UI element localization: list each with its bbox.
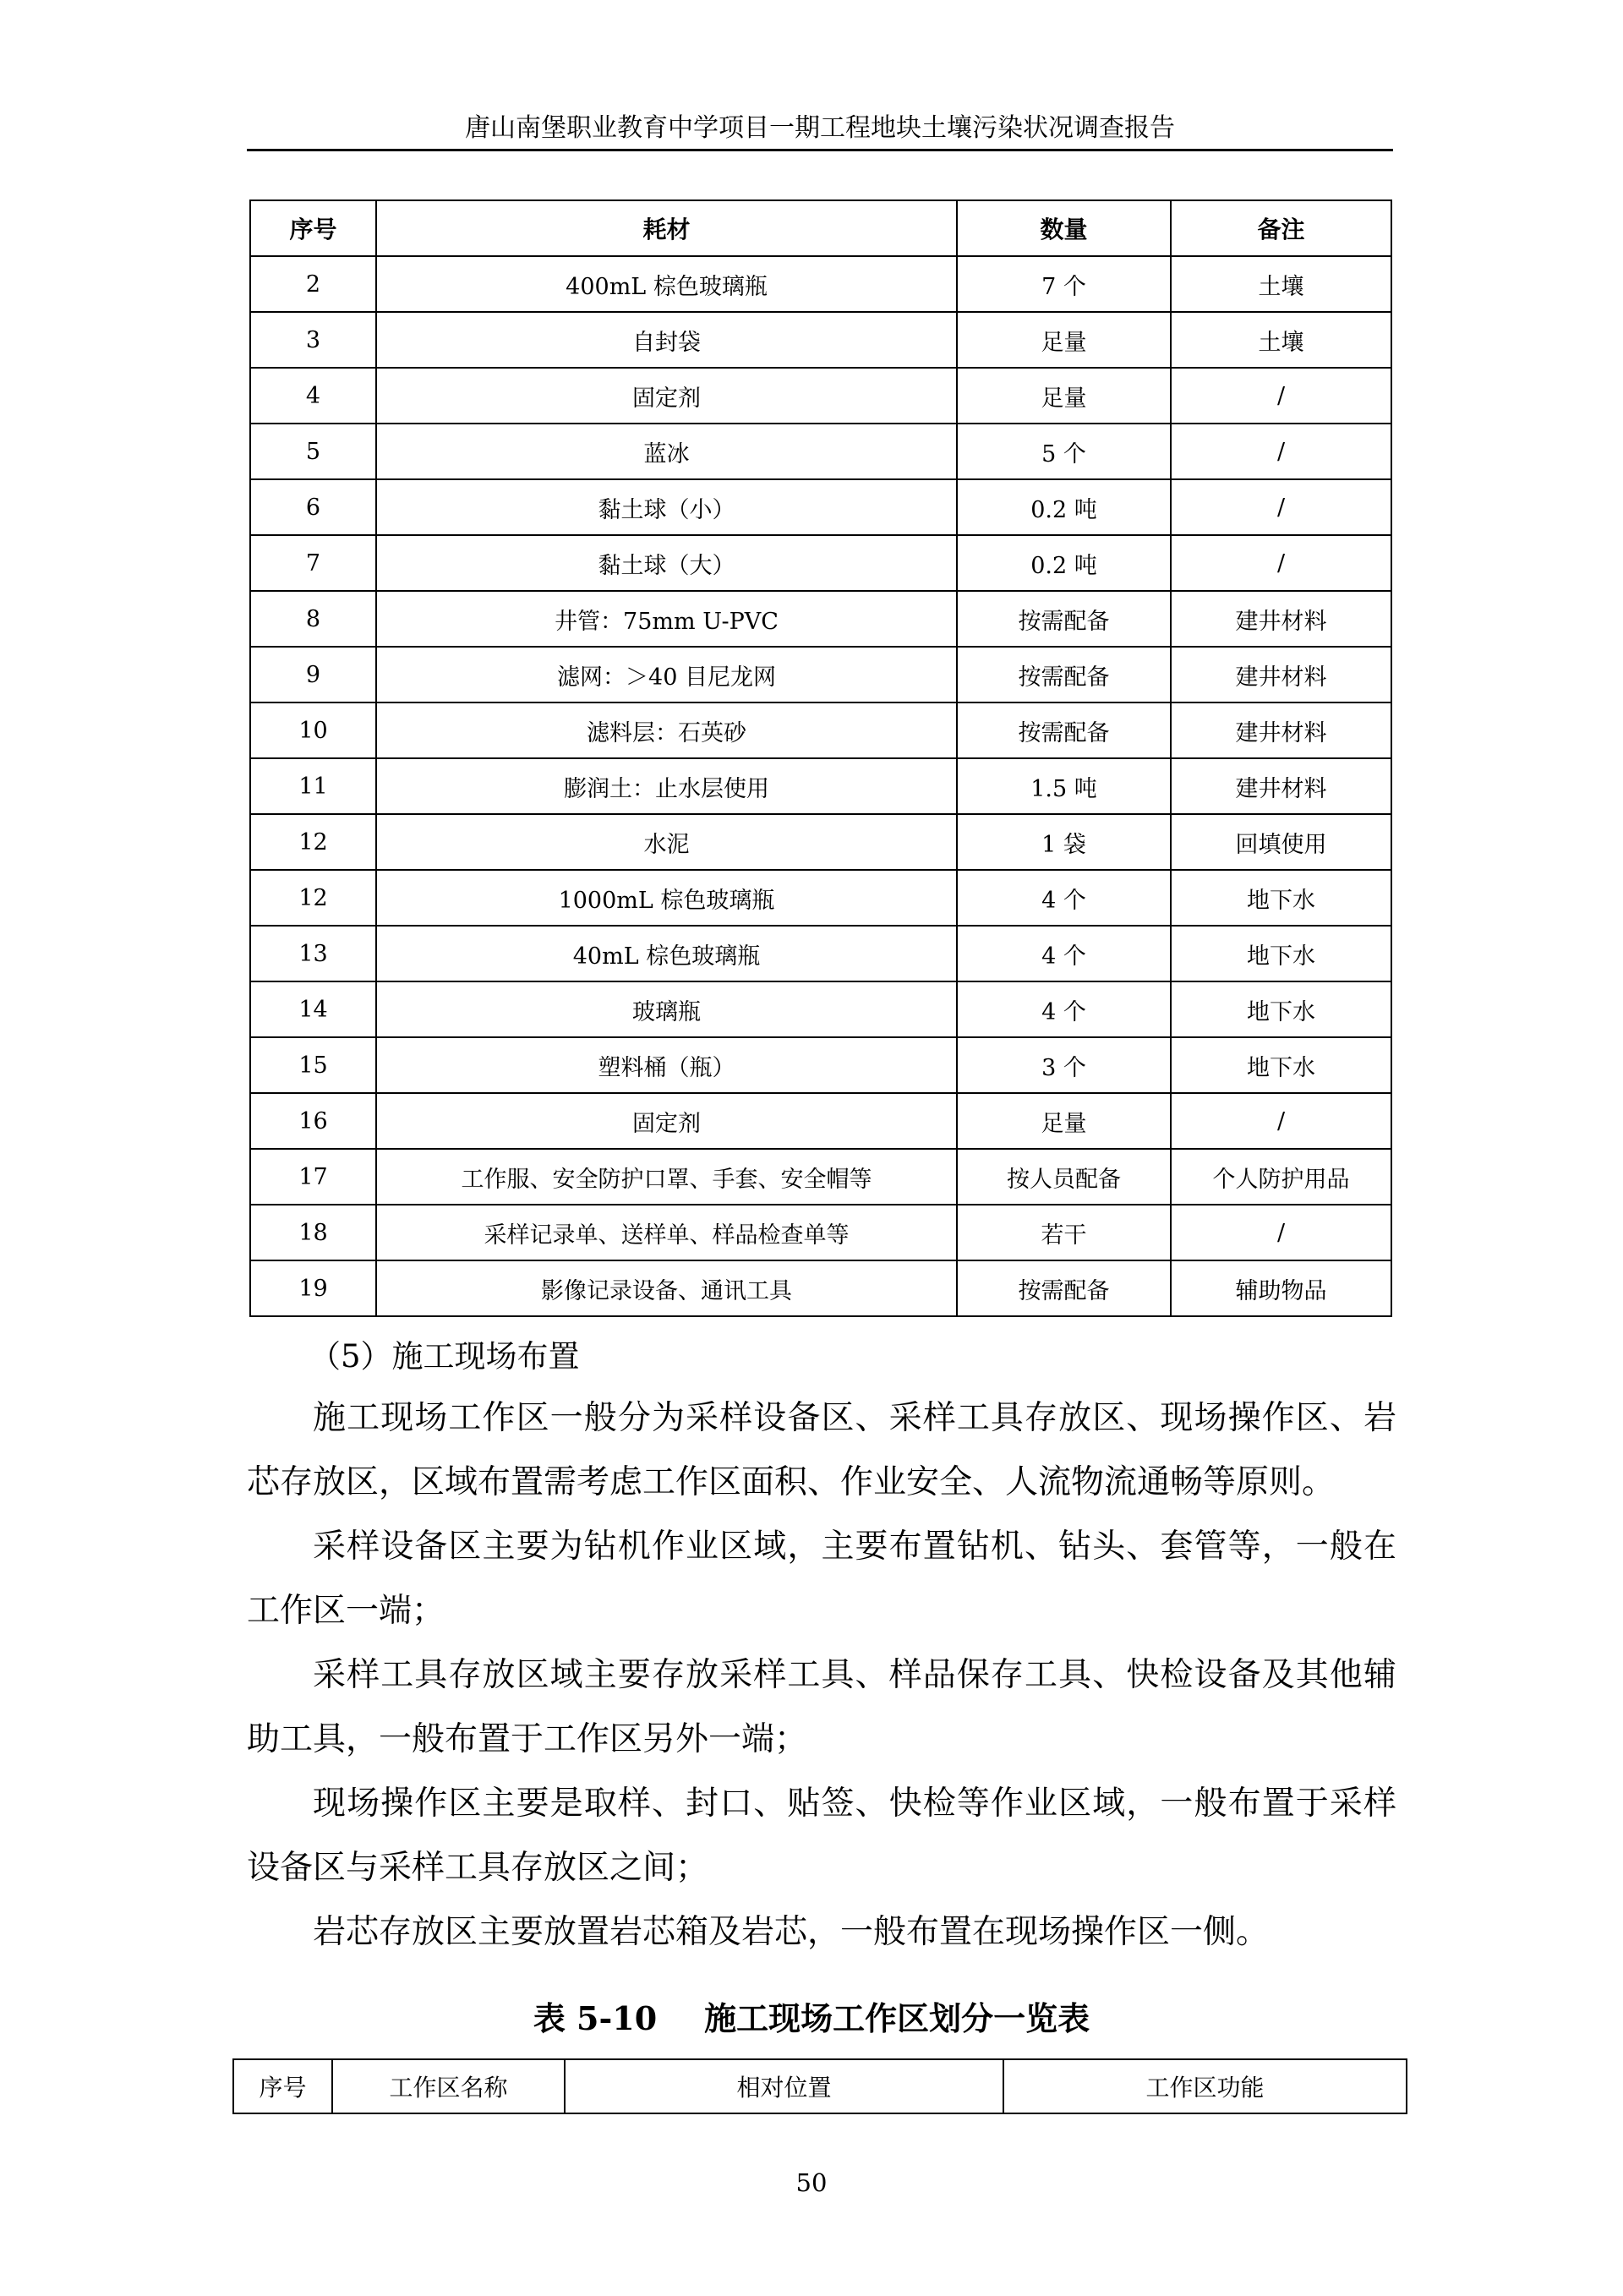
remark-cell: / (1171, 535, 1391, 591)
supply-name-cell: 水泥 (376, 814, 957, 870)
remark-cell: 地下水 (1171, 981, 1391, 1037)
quantity-cell: 足量 (957, 312, 1171, 368)
table-row (250, 424, 1391, 479)
supply-name-cell: 玻璃瓶 (376, 981, 957, 1037)
table-row (250, 758, 1391, 814)
row-index-cell: 19 (250, 1260, 376, 1316)
remark-cell: / (1171, 368, 1391, 424)
column-header-zone-name: 工作区名称 (332, 2059, 565, 2113)
supply-name-cell: 固定剂 (376, 1093, 957, 1149)
supply-name-cell: 400mL 棕色玻璃瓶 (376, 256, 957, 312)
row-index-cell: 3 (250, 312, 376, 368)
column-header-relative-position: 相对位置 (565, 2059, 1003, 2113)
column-header-remark: 备注 (1171, 200, 1391, 256)
column-header-index: 序号 (233, 2059, 332, 2113)
remark-cell: 建井材料 (1171, 702, 1391, 758)
table-row (250, 256, 1391, 312)
remark-cell: / (1171, 424, 1391, 479)
row-index-cell: 2 (250, 256, 376, 312)
row-index-cell: 17 (250, 1149, 376, 1205)
supply-name-cell: 井管：75mm U-PVC (376, 591, 957, 647)
quantity-cell: 1 袋 (957, 814, 1171, 870)
table-row (250, 479, 1391, 535)
supply-name-cell: 影像记录设备、通讯工具 (376, 1260, 957, 1316)
table-row (250, 1260, 1391, 1316)
page-number: 50 (795, 2168, 828, 2197)
table-caption-number: 表 5-10 (533, 1999, 658, 2037)
quantity-cell: 按需配备 (957, 647, 1171, 702)
quantity-cell: 5 个 (957, 424, 1171, 479)
paragraph: 采样设备区主要为钻机作业区域，主要布置钻机、钻头、套管等，一般在工作区一端； (247, 1528, 1396, 1630)
quantity-cell: 7 个 (957, 256, 1171, 312)
supply-name-cell: 1000mL 棕色玻璃瓶 (376, 870, 957, 926)
quantity-cell: 按人员配备 (957, 1149, 1171, 1205)
row-index-cell: 10 (250, 702, 376, 758)
quantity-cell: 3 个 (957, 1037, 1171, 1093)
supply-name-cell: 滤网：＞40 目尼龙网 (376, 647, 957, 702)
row-index-cell: 16 (250, 1093, 376, 1149)
remark-cell: 地下水 (1171, 926, 1391, 981)
quantity-cell: 1.5 吨 (957, 758, 1171, 814)
row-index-cell: 15 (250, 1037, 376, 1093)
table-caption-title: 施工现场工作区划分一览表 (704, 1999, 1090, 2037)
quantity-cell: 足量 (957, 1093, 1171, 1149)
supply-name-cell: 固定剂 (376, 368, 957, 424)
remark-cell: 地下水 (1171, 1037, 1391, 1093)
supply-name-cell: 采样记录单、送样单、样品检查单等 (376, 1205, 957, 1260)
quantity-cell: 4 个 (957, 926, 1171, 981)
quantity-cell: 4 个 (957, 870, 1171, 926)
quantity-cell: 按需配备 (957, 591, 1171, 647)
quantity-cell: 0.2 吨 (957, 479, 1171, 535)
row-index-cell: 18 (250, 1205, 376, 1260)
table-row (250, 870, 1391, 926)
remark-cell: / (1171, 1205, 1391, 1260)
column-header-quantity: 数量 (957, 200, 1171, 256)
row-index-cell: 8 (250, 591, 376, 647)
row-index-cell: 12 (250, 814, 376, 870)
quantity-cell: 0.2 吨 (957, 535, 1171, 591)
remark-cell: 建井材料 (1171, 647, 1391, 702)
remark-cell: 土壤 (1171, 256, 1391, 312)
column-header-supply: 耗材 (376, 200, 957, 256)
table-caption (0, 1993, 1623, 2044)
supplies-table (249, 200, 1392, 1317)
table-row (250, 702, 1391, 758)
supply-name-cell: 40mL 棕色玻璃瓶 (376, 926, 957, 981)
supply-name-cell: 黏土球（小） (376, 479, 957, 535)
remark-cell: / (1171, 1093, 1391, 1149)
column-header-index: 序号 (250, 200, 376, 256)
remark-cell: 建井材料 (1171, 591, 1391, 647)
table-row (250, 368, 1391, 424)
remark-cell: 回填使用 (1171, 814, 1391, 870)
paragraph: 施工现场工作区一般分为采样设备区、采样工具存放区、现场操作区、岩芯存放区，区域布置需考虑工作区面积、作业安全、人流物流通畅等原则。 (247, 1399, 1396, 1501)
remark-cell: 辅助物品 (1171, 1260, 1391, 1316)
column-header-zone-function: 工作区功能 (1003, 2059, 1407, 2113)
supply-name-cell: 工作服、安全防护口罩、手套、安全帽等 (376, 1149, 957, 1205)
paragraph: 采样工具存放区域主要存放采样工具、样品保存工具、快检设备及其他辅助工具，一般布置于工作区另外一端； (247, 1656, 1396, 1758)
row-index-cell: 6 (250, 479, 376, 535)
table-header-row (250, 200, 1391, 256)
remark-cell: 土壤 (1171, 312, 1391, 368)
row-index-cell: 12 (250, 870, 376, 926)
table-row (250, 1149, 1391, 1205)
table-row (250, 535, 1391, 591)
row-index-cell: 14 (250, 981, 376, 1037)
work-zones-table (232, 2058, 1407, 2114)
supply-name-cell: 蓝冰 (376, 424, 957, 479)
remark-cell: 地下水 (1171, 870, 1391, 926)
paragraph: 现场操作区主要是取样、封口、贴签、快检等作业区域，一般布置于采样设备区与采样工具存放区之间； (247, 1785, 1396, 1887)
supply-name-cell: 塑料桶（瓶） (376, 1037, 957, 1093)
supplies-table-body (250, 256, 1391, 1316)
row-index-cell: 11 (250, 758, 376, 814)
supply-name-cell: 自封袋 (376, 312, 957, 368)
paragraph: 岩芯存放区主要放置岩芯箱及岩芯，一般布置在现场操作区一侧。 (313, 1913, 1270, 1951)
row-index-cell: 5 (250, 424, 376, 479)
row-index-cell: 13 (250, 926, 376, 981)
remark-cell: 建井材料 (1171, 758, 1391, 814)
remark-cell: 个人防护用品 (1171, 1149, 1391, 1205)
table-row (250, 1093, 1391, 1149)
quantity-cell: 足量 (957, 368, 1171, 424)
remark-cell: / (1171, 479, 1391, 535)
table-row (250, 647, 1391, 702)
supply-name-cell: 黏土球（大） (376, 535, 957, 591)
quantity-cell: 按需配备 (957, 702, 1171, 758)
row-index-cell: 9 (250, 647, 376, 702)
page-header: 唐山南堡职业教育中学项目一期工程地块土壤污染状况调查报告 (465, 113, 1175, 143)
quantity-cell: 4 个 (957, 981, 1171, 1037)
row-index-cell: 7 (250, 535, 376, 591)
table-row (250, 1205, 1391, 1260)
table-row (250, 312, 1391, 368)
table-row (250, 1037, 1391, 1093)
table-row (250, 926, 1391, 981)
quantity-cell: 按需配备 (957, 1260, 1171, 1316)
supply-name-cell: 膨润土：止水层使用 (376, 758, 957, 814)
row-index-cell: 4 (250, 368, 376, 424)
section-title: （5）施工现场布置 (309, 1338, 580, 1375)
table-row (250, 981, 1391, 1037)
header-rule (247, 149, 1393, 151)
table-header-row (233, 2059, 1407, 2113)
supply-name-cell: 滤料层：石英砂 (376, 702, 957, 758)
table-row (250, 591, 1391, 647)
table-row (250, 814, 1391, 870)
quantity-cell: 若干 (957, 1205, 1171, 1260)
